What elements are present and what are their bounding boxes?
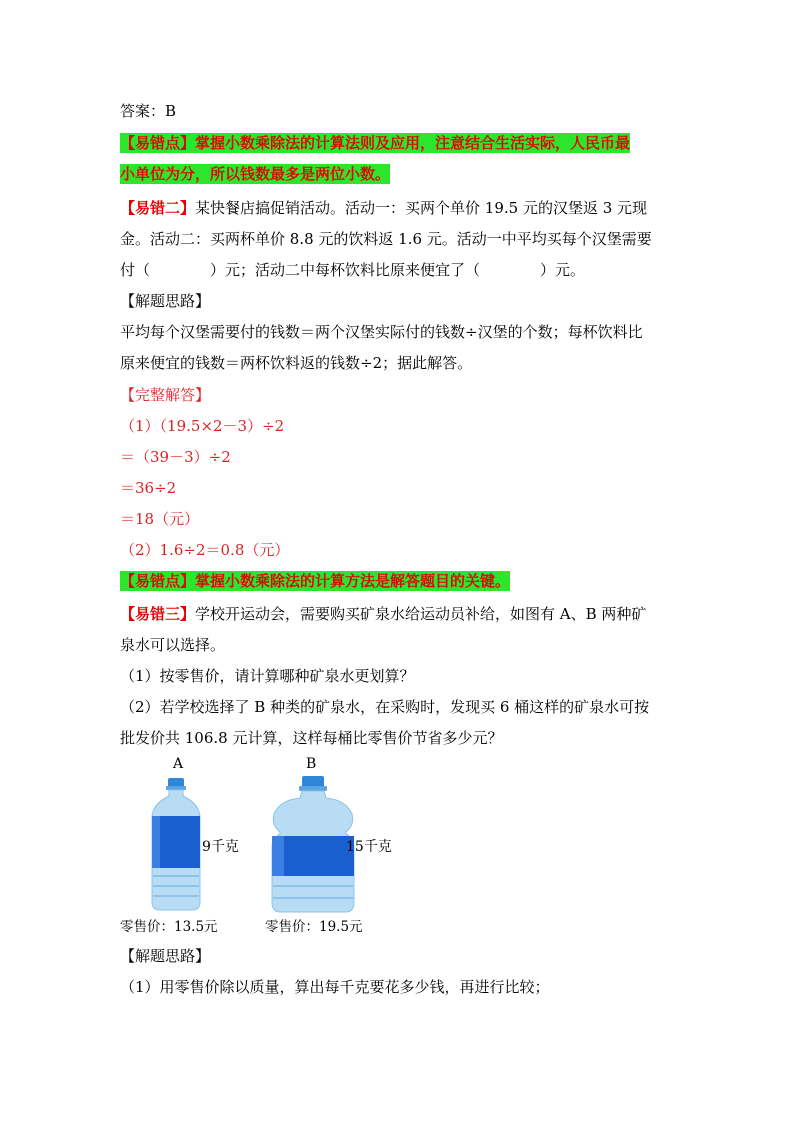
error-point-1-line2 (120, 163, 680, 185)
answer-line: 答案：B (120, 102, 177, 120)
bottle-figure (120, 752, 440, 942)
error-point-1-bracket: 【易错点】 (120, 134, 196, 152)
problem2-line2: 金。活动二：买两杯单价 8.8 元的饮料返 1.6 元。活动一中平均买每个汉堡需要 (120, 230, 652, 248)
error-point-2-bracket: 【易错点】 (120, 572, 196, 590)
bottle-b-weight: 15千克 (346, 839, 392, 855)
problem2-text-1: 某快餐店搞促销活动。活动一：买两个单价 19.5 元的汉堡返 3 元现 (195, 199, 648, 217)
error-point-2-line (120, 570, 680, 592)
solution2-step-5: （2）1.6÷2＝0.8（元） (120, 541, 290, 559)
bottle-a-icon (152, 778, 200, 910)
solution2-step-3: ＝36÷2 (120, 479, 177, 497)
problem3-question-1: （1）按零售价，请计算哪种矿泉水更划算？ (120, 667, 415, 685)
bottle-a-price: 零售价：13.5元 (120, 919, 218, 935)
bottle-a-label: A (173, 756, 184, 772)
thinking3-heading: 【解题思路】 (120, 947, 211, 965)
bottle-b-price: 零售价：19.5元 (265, 919, 363, 935)
error-point-1-line1 (120, 132, 680, 154)
thinking2-line2: 原来便宜的钱数＝两杯饮料返的钱数÷2；据此解答。 (120, 354, 473, 372)
problem3-line1 (120, 603, 680, 625)
solution2-heading: 【完整解答】 (120, 386, 211, 404)
problem3-question-2-line2: 批发价共 106.8 元计算，这样每桶比零售价节省多少元？ (120, 729, 503, 747)
bottle-a-weight: 9千克 (202, 839, 239, 855)
problem3-bracket: 【易错三】 (120, 605, 196, 623)
problem3-text-1: 学校开运动会，需要购买矿泉水给运动员补给，如图有 A、B 两种矿 (195, 605, 647, 623)
error-point-2-text: 掌握小数乘除法的计算方法是解答题目的关键。 (195, 572, 511, 590)
problem2-line1 (120, 197, 680, 219)
thinking3-line1: （1）用零售价除以质量，算出每千克要花多少钱，再进行比较； (120, 978, 550, 996)
bottle-b-icon (272, 776, 354, 912)
problem2-bracket: 【易错二】 (120, 199, 196, 217)
problem3-question-2-line1: （2）若学校选择了 B 种类的矿泉水，在采购时，发现买 6 桶这样的矿泉水可按 (120, 698, 650, 716)
bottle-b-label: B (306, 756, 317, 772)
solution2-step-2: ＝（39－3）÷2 (120, 448, 231, 466)
bottles-svg (120, 752, 440, 942)
problem2-line3: 付（ ）元；活动二中每杯饮料比原来便宜了（ ）元。 (120, 261, 586, 279)
solution2-step-4: ＝18（元） (120, 510, 200, 528)
error-point-1-text-2: 小单位为分，所以钱数最多是两位小数。 (120, 165, 391, 183)
thinking2-line1: 平均每个汉堡需要付的钱数＝两个汉堡实际付的钱数÷汉堡的个数；每杯饮料比 (120, 323, 643, 341)
error-point-1-text-1: 掌握小数乘除法的计算法则及应用，注意结合生活实际，人民币最 (195, 134, 631, 152)
solution2-step-1: （1）（19.5×2－3）÷2 (120, 417, 285, 435)
thinking2-heading: 【解题思路】 (120, 292, 211, 310)
problem3-line2: 泉水可以选择。 (120, 636, 226, 654)
